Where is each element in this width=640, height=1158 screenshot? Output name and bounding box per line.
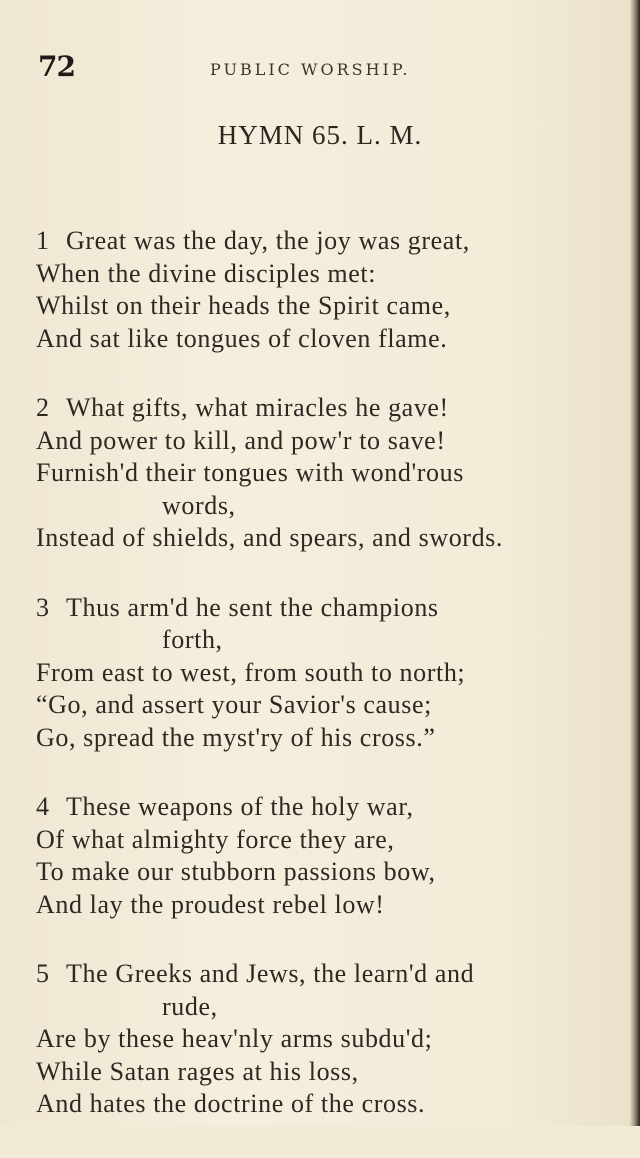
verse-line-continuation: rude, [162, 991, 218, 1021]
stanza-number: 2 [36, 393, 50, 422]
hymn-verses [36, 225, 626, 1158]
verse-line: 2 What gifts, what miracles he gave! [36, 392, 626, 425]
hymn-title: HYMN 65. L. M. [217, 120, 423, 150]
stanza-2 [36, 392, 626, 555]
verse-line: And lay the proudest rebel low! [36, 889, 385, 919]
page-edge [630, 0, 640, 1126]
verse-line: Go, spread the myst'ry of his cross.” [36, 722, 436, 752]
stanza-4 [36, 791, 626, 921]
verse-line: And sat like tongues of cloven flame. [36, 323, 448, 353]
verse-line: When the divine disciples met: [36, 258, 377, 288]
verse-line: And hates the doctrine of the cross. [36, 1089, 426, 1118]
stanza-number: 5 [36, 959, 50, 988]
stanza-3 [36, 592, 626, 755]
verse-line: Are by these heav'nly arms subdu'd; [36, 1024, 433, 1053]
verse-line-continuation: words, [162, 490, 236, 520]
verse-line: From east to west, from south to north; [36, 657, 466, 687]
stanza-number: 1 [36, 226, 50, 255]
page-number: 72 [38, 50, 75, 83]
page-header [0, 50, 640, 86]
stanza-number: 3 [36, 592, 50, 622]
verse-line: To make our stubborn passions bow, [36, 857, 436, 886]
verse-line: 4 These weapons of the holy war, [36, 791, 626, 824]
verse-line: And power to kill, and pow'r to save! [36, 425, 446, 455]
verse-line: While Satan rages at his loss, [36, 1056, 359, 1086]
verse-line: Furnish'd their tongues with wond'rous [36, 458, 464, 487]
verse-line: “Go, and assert your Savior's cause; [36, 690, 432, 719]
verse-line: Instead of shields, and spears, and swords. [36, 523, 503, 552]
verse-line: 1 Great was the day, the joy was great, [36, 225, 626, 258]
verse-line: Whilst on their heads the Spirit came, [36, 291, 451, 320]
verse-line: 3 Thus arm'd he sent the champions [36, 592, 626, 625]
verse-line: Of what almighty force they are, [36, 824, 395, 854]
verse-line-continuation: forth, [162, 625, 223, 654]
running-head: PUBLIC WORSHIP. [210, 60, 411, 79]
verse-line: 5 The Greeks and Jews, the learn'd and [36, 958, 626, 991]
stanza-number: 4 [36, 792, 50, 821]
stanza-5 [36, 958, 626, 1121]
stanza-1 [36, 225, 626, 355]
